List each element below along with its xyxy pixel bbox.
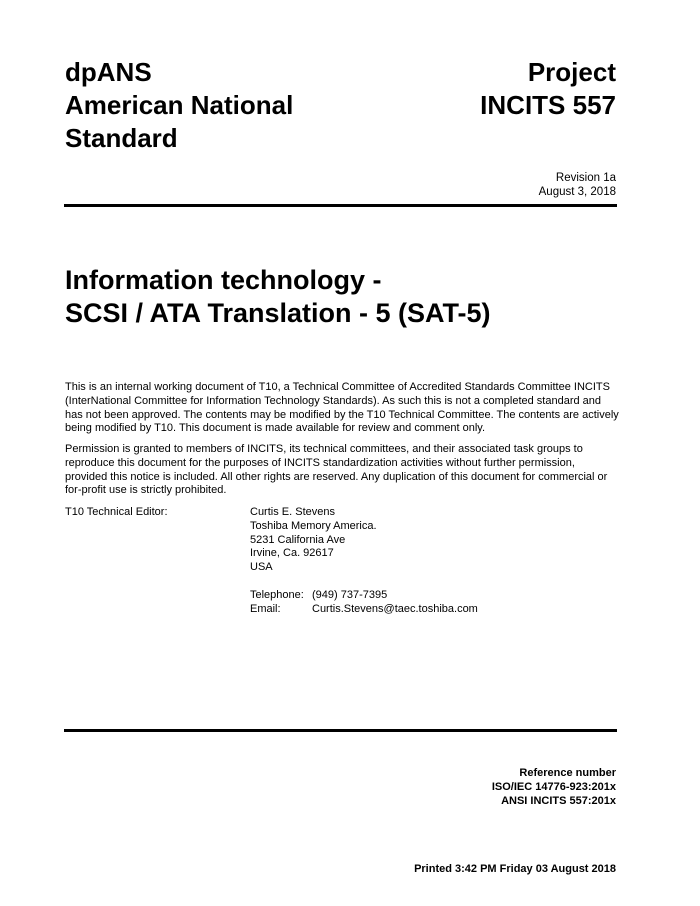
editor-country: USA: [250, 561, 273, 574]
editor-label: T10 Technical Editor:: [65, 506, 168, 518]
telephone-row: [250, 589, 478, 603]
project-number: INCITS 557: [480, 90, 616, 120]
project-heading: [480, 56, 616, 122]
revision-block: [539, 171, 616, 199]
revision-number: Revision 1a: [555, 172, 616, 184]
document-type-line: dpANS: [65, 57, 152, 87]
telephone-label: Telephone:: [250, 588, 304, 601]
revision-date: August 3, 2018: [538, 186, 616, 198]
bottom-divider: [64, 729, 617, 732]
document-type-line: American National: [65, 90, 294, 120]
email-value: Curtis.Stevens@taec.toshiba.com: [312, 602, 478, 615]
email-row: [250, 603, 478, 617]
reference-ansi: ANSI INCITS 557:201x: [501, 795, 616, 807]
editor-name: Curtis E. Stevens: [250, 506, 335, 518]
project-label: Project: [527, 57, 616, 87]
editor-company: Toshiba Memory America.: [250, 519, 377, 532]
editor-street: 5231 California Ave: [250, 533, 346, 546]
title-line-1: Information technology -: [65, 265, 382, 295]
document-type-heading: [65, 56, 293, 155]
printed-timestamp: Printed 3:42 PM Friday 03 August 2018: [414, 863, 616, 875]
title-line-2: SCSI / ATA Translation - 5 (SAT-5): [65, 298, 491, 328]
permission-notice: Permission is granted to members of INCITS, its technical committees, and their associated task groups to reproduce this document for the purposes of INCITS standardization activities without further permission, provided this notice is included. All other rights are reserved. Any duplication of this document for commercial or for-profit use is strictly prohibited.: [65, 443, 608, 497]
editor-city: Irvine, Ca. 92617: [250, 547, 334, 560]
document-type-line: Standard: [65, 123, 178, 153]
top-divider: [64, 204, 617, 207]
reference-label: Reference number: [519, 767, 616, 779]
contact-spacer: [250, 575, 478, 589]
email-label: Email:: [250, 602, 281, 615]
reference-iso: ISO/IEC 14776-923:201x: [491, 781, 616, 793]
reference-number-block: [492, 766, 616, 808]
document-title: [65, 264, 491, 330]
telephone-value: (949) 737-7395: [312, 588, 388, 601]
editor-contact-block: [250, 506, 478, 616]
working-document-notice: This is an internal working document of T10, a Technical Committee of Accredited Standards Committee INCITS (InterNational Committee for Information Technology Standards). As such this is not a completed standard and has not been approved. The contents may be modified by the T10 Technical Committee. The contents are actively being modified by T10. This document is made available for review and comment only.: [65, 381, 619, 435]
